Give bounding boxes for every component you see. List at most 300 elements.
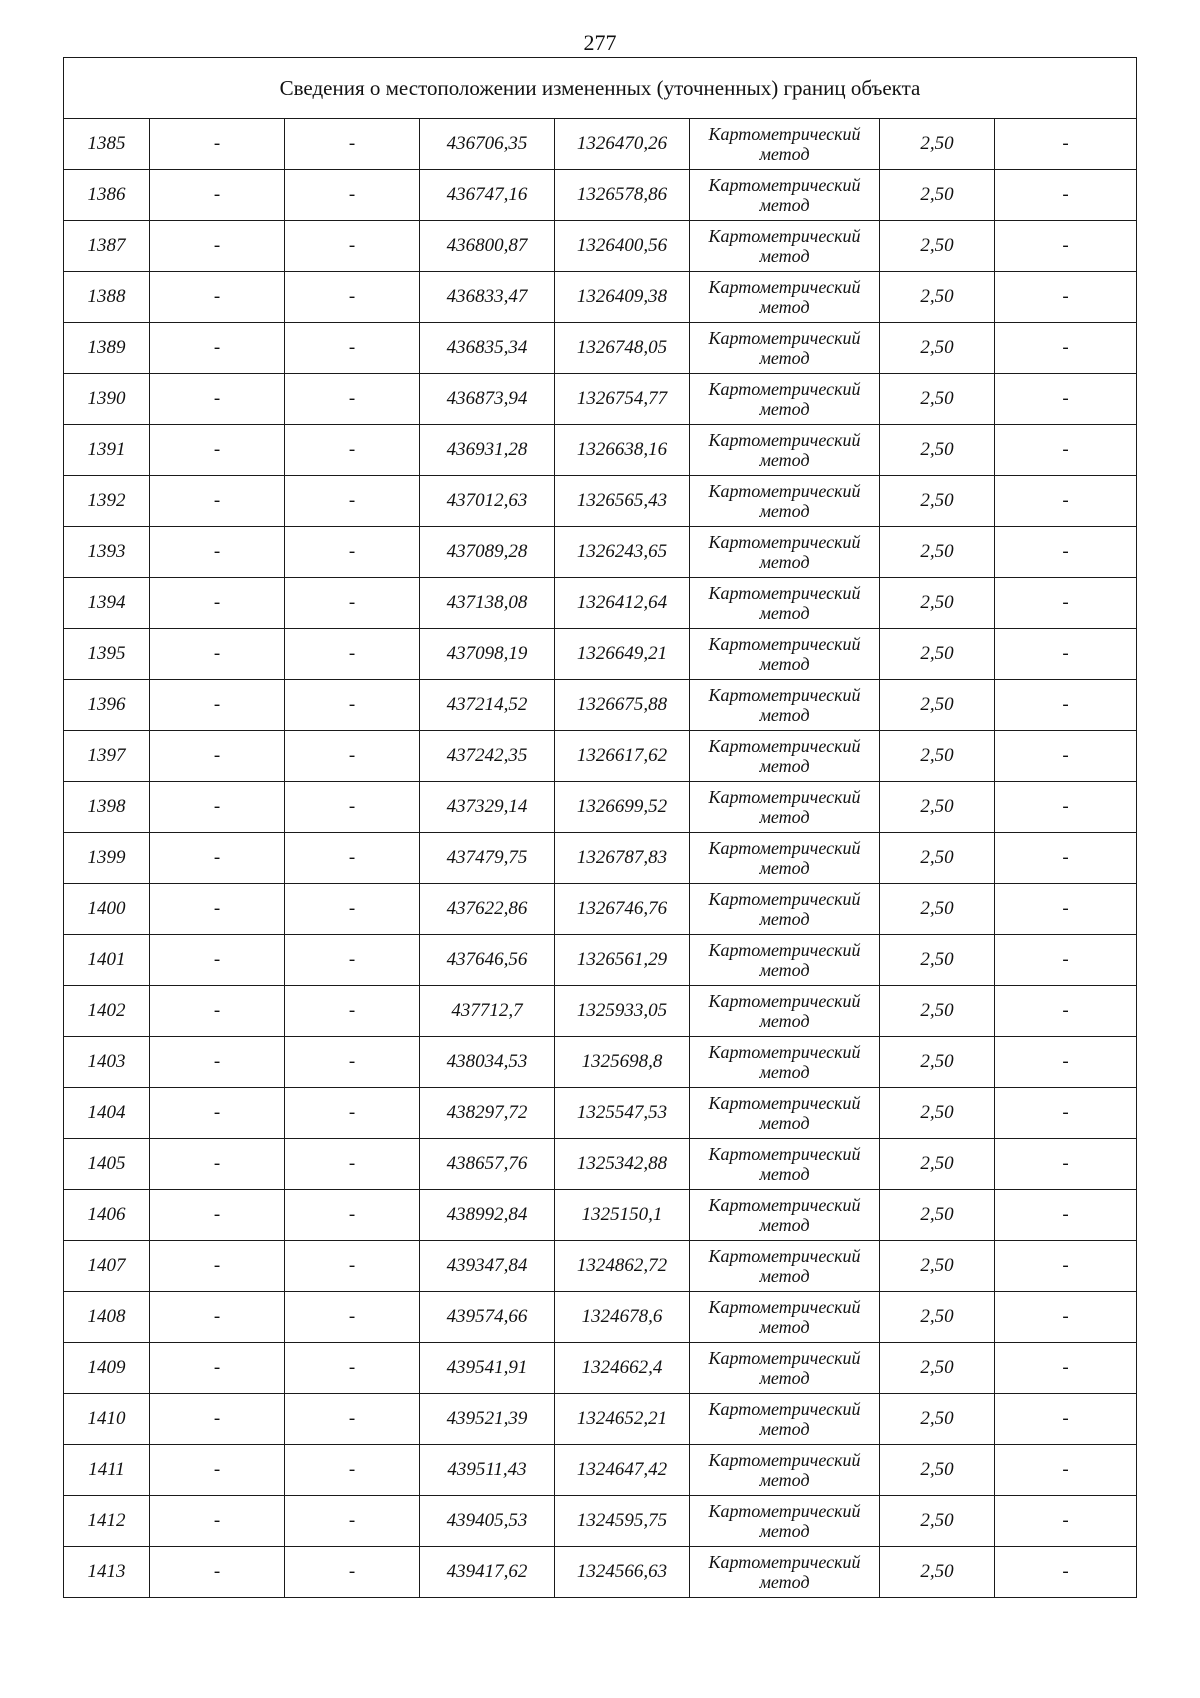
empty-cell: - bbox=[150, 1394, 285, 1445]
method-cell bbox=[690, 629, 880, 680]
method-cell bbox=[690, 1496, 880, 1547]
empty-cell: - bbox=[995, 1394, 1137, 1445]
point-number-cell: 1400 bbox=[64, 884, 150, 935]
y-coordinate-cell: 1324595,75 bbox=[555, 1496, 690, 1547]
method-line-2: метод bbox=[759, 909, 810, 929]
method-cell bbox=[690, 1037, 880, 1088]
accuracy-cell: 2,50 bbox=[880, 1445, 995, 1496]
point-number-cell: 1396 bbox=[64, 680, 150, 731]
table-row bbox=[64, 1139, 1137, 1190]
y-coordinate-cell: 1324566,63 bbox=[555, 1547, 690, 1598]
table-body bbox=[64, 58, 1137, 1598]
empty-cell: - bbox=[150, 272, 285, 323]
empty-cell: - bbox=[150, 1496, 285, 1547]
empty-cell: - bbox=[150, 680, 285, 731]
empty-cell: - bbox=[150, 935, 285, 986]
empty-cell: - bbox=[150, 1292, 285, 1343]
method-line-2: метод bbox=[759, 807, 810, 827]
x-coordinate-cell: 438297,72 bbox=[420, 1088, 555, 1139]
empty-cell: - bbox=[285, 884, 420, 935]
empty-cell: - bbox=[995, 986, 1137, 1037]
method-line-1: Картометрический bbox=[708, 787, 861, 807]
empty-cell: - bbox=[995, 935, 1137, 986]
empty-cell: - bbox=[995, 1547, 1137, 1598]
x-coordinate-cell: 439347,84 bbox=[420, 1241, 555, 1292]
x-coordinate-cell: 439405,53 bbox=[420, 1496, 555, 1547]
method-cell bbox=[690, 476, 880, 527]
table-row bbox=[64, 1088, 1137, 1139]
y-coordinate-cell: 1325547,53 bbox=[555, 1088, 690, 1139]
method-line-1: Картометрический bbox=[708, 481, 861, 501]
empty-cell: - bbox=[150, 170, 285, 221]
x-coordinate-cell: 438657,76 bbox=[420, 1139, 555, 1190]
method-line-2: метод bbox=[759, 1572, 810, 1592]
accuracy-cell: 2,50 bbox=[880, 221, 995, 272]
point-number-cell: 1390 bbox=[64, 374, 150, 425]
accuracy-cell: 2,50 bbox=[880, 1088, 995, 1139]
accuracy-cell: 2,50 bbox=[880, 425, 995, 476]
empty-cell: - bbox=[995, 527, 1137, 578]
method-line-2: метод bbox=[759, 603, 810, 623]
empty-cell: - bbox=[995, 1037, 1137, 1088]
accuracy-cell: 2,50 bbox=[880, 1139, 995, 1190]
method-line-1: Картометрический bbox=[708, 1246, 861, 1266]
empty-cell: - bbox=[150, 425, 285, 476]
x-coordinate-cell: 439521,39 bbox=[420, 1394, 555, 1445]
accuracy-cell: 2,50 bbox=[880, 1496, 995, 1547]
x-coordinate-cell: 436835,34 bbox=[420, 323, 555, 374]
empty-cell: - bbox=[285, 119, 420, 170]
method-line-1: Картометрический bbox=[708, 430, 861, 450]
method-cell bbox=[690, 170, 880, 221]
accuracy-cell: 2,50 bbox=[880, 1037, 995, 1088]
point-number-cell: 1412 bbox=[64, 1496, 150, 1547]
empty-cell: - bbox=[995, 782, 1137, 833]
method-line-2: метод bbox=[759, 1419, 810, 1439]
empty-cell: - bbox=[150, 986, 285, 1037]
accuracy-cell: 2,50 bbox=[880, 680, 995, 731]
x-coordinate-cell: 437242,35 bbox=[420, 731, 555, 782]
table-row bbox=[64, 1343, 1137, 1394]
method-cell bbox=[690, 374, 880, 425]
empty-cell: - bbox=[995, 884, 1137, 935]
point-number-cell: 1399 bbox=[64, 833, 150, 884]
x-coordinate-cell: 437712,7 bbox=[420, 986, 555, 1037]
x-coordinate-cell: 439574,66 bbox=[420, 1292, 555, 1343]
x-coordinate-cell: 438034,53 bbox=[420, 1037, 555, 1088]
method-line-2: метод bbox=[759, 552, 810, 572]
empty-cell: - bbox=[150, 833, 285, 884]
x-coordinate-cell: 437646,56 bbox=[420, 935, 555, 986]
accuracy-cell: 2,50 bbox=[880, 1292, 995, 1343]
empty-cell: - bbox=[150, 884, 285, 935]
empty-cell: - bbox=[285, 425, 420, 476]
method-line-1: Картометрический bbox=[708, 583, 861, 603]
y-coordinate-cell: 1326617,62 bbox=[555, 731, 690, 782]
empty-cell: - bbox=[995, 1139, 1137, 1190]
accuracy-cell: 2,50 bbox=[880, 1547, 995, 1598]
method-line-1: Картометрический bbox=[708, 991, 861, 1011]
y-coordinate-cell: 1325933,05 bbox=[555, 986, 690, 1037]
method-line-2: метод bbox=[759, 654, 810, 674]
method-cell bbox=[690, 425, 880, 476]
y-coordinate-cell: 1325342,88 bbox=[555, 1139, 690, 1190]
method-line-2: метод bbox=[759, 501, 810, 521]
x-coordinate-cell: 436747,16 bbox=[420, 170, 555, 221]
method-cell bbox=[690, 731, 880, 782]
empty-cell: - bbox=[995, 731, 1137, 782]
empty-cell: - bbox=[285, 935, 420, 986]
empty-cell: - bbox=[285, 680, 420, 731]
table-row bbox=[64, 935, 1137, 986]
method-cell bbox=[690, 935, 880, 986]
empty-cell: - bbox=[150, 1547, 285, 1598]
table-row bbox=[64, 782, 1137, 833]
method-line-1: Картометрический bbox=[708, 532, 861, 552]
table-row bbox=[64, 527, 1137, 578]
empty-cell: - bbox=[995, 629, 1137, 680]
boundary-coordinates-table bbox=[63, 57, 1137, 1598]
empty-cell: - bbox=[995, 323, 1137, 374]
method-cell bbox=[690, 1445, 880, 1496]
empty-cell: - bbox=[995, 476, 1137, 527]
empty-cell: - bbox=[995, 1292, 1137, 1343]
method-cell bbox=[690, 221, 880, 272]
y-coordinate-cell: 1325698,8 bbox=[555, 1037, 690, 1088]
table-row bbox=[64, 629, 1137, 680]
accuracy-cell: 2,50 bbox=[880, 1343, 995, 1394]
empty-cell: - bbox=[150, 731, 285, 782]
empty-cell: - bbox=[285, 221, 420, 272]
method-line-2: метод bbox=[759, 1164, 810, 1184]
y-coordinate-cell: 1326412,64 bbox=[555, 578, 690, 629]
method-line-1: Картометрический bbox=[708, 175, 861, 195]
table-row bbox=[64, 884, 1137, 935]
method-line-2: метод bbox=[759, 1368, 810, 1388]
method-line-2: метод bbox=[759, 960, 810, 980]
empty-cell: - bbox=[150, 527, 285, 578]
y-coordinate-cell: 1326578,86 bbox=[555, 170, 690, 221]
point-number-cell: 1388 bbox=[64, 272, 150, 323]
accuracy-cell: 2,50 bbox=[880, 170, 995, 221]
y-coordinate-cell: 1326754,77 bbox=[555, 374, 690, 425]
empty-cell: - bbox=[150, 374, 285, 425]
empty-cell: - bbox=[285, 170, 420, 221]
method-line-2: метод bbox=[759, 348, 810, 368]
x-coordinate-cell: 439511,43 bbox=[420, 1445, 555, 1496]
method-line-1: Картометрический bbox=[708, 1348, 861, 1368]
accuracy-cell: 2,50 bbox=[880, 629, 995, 680]
empty-cell: - bbox=[285, 1088, 420, 1139]
page-number: 277 bbox=[583, 30, 617, 55]
table-row bbox=[64, 731, 1137, 782]
table-row bbox=[64, 1241, 1137, 1292]
method-line-2: метод bbox=[759, 756, 810, 776]
y-coordinate-cell: 1325150,1 bbox=[555, 1190, 690, 1241]
method-cell bbox=[690, 1190, 880, 1241]
accuracy-cell: 2,50 bbox=[880, 1394, 995, 1445]
method-line-1: Картометрический bbox=[708, 226, 861, 246]
method-line-2: метод bbox=[759, 1266, 810, 1286]
point-number-cell: 1401 bbox=[64, 935, 150, 986]
x-coordinate-cell: 437214,52 bbox=[420, 680, 555, 731]
empty-cell: - bbox=[285, 731, 420, 782]
point-number-cell: 1395 bbox=[64, 629, 150, 680]
method-cell bbox=[690, 680, 880, 731]
x-coordinate-cell: 437329,14 bbox=[420, 782, 555, 833]
method-line-2: метод bbox=[759, 1215, 810, 1235]
method-cell bbox=[690, 986, 880, 1037]
empty-cell: - bbox=[150, 221, 285, 272]
empty-cell: - bbox=[995, 425, 1137, 476]
empty-cell: - bbox=[150, 629, 285, 680]
empty-cell: - bbox=[150, 1343, 285, 1394]
method-line-1: Картометрический bbox=[708, 940, 861, 960]
table-row bbox=[64, 374, 1137, 425]
y-coordinate-cell: 1326470,26 bbox=[555, 119, 690, 170]
empty-cell: - bbox=[285, 1292, 420, 1343]
y-coordinate-cell: 1326675,88 bbox=[555, 680, 690, 731]
y-coordinate-cell: 1326748,05 bbox=[555, 323, 690, 374]
x-coordinate-cell: 436833,47 bbox=[420, 272, 555, 323]
method-line-1: Картометрический bbox=[708, 634, 861, 654]
point-number-cell: 1397 bbox=[64, 731, 150, 782]
empty-cell: - bbox=[285, 986, 420, 1037]
method-line-1: Картометрический bbox=[708, 1399, 861, 1419]
empty-cell: - bbox=[285, 476, 420, 527]
empty-cell: - bbox=[995, 1190, 1137, 1241]
table-row bbox=[64, 119, 1137, 170]
point-number-cell: 1393 bbox=[64, 527, 150, 578]
method-line-1: Картометрический bbox=[708, 889, 861, 909]
table-title: Сведения о местоположении измененных (уточненных) границ объекта bbox=[64, 58, 1137, 119]
accuracy-cell: 2,50 bbox=[880, 374, 995, 425]
empty-cell: - bbox=[995, 374, 1137, 425]
empty-cell: - bbox=[995, 119, 1137, 170]
y-coordinate-cell: 1326746,76 bbox=[555, 884, 690, 935]
empty-cell: - bbox=[285, 1139, 420, 1190]
x-coordinate-cell: 437089,28 bbox=[420, 527, 555, 578]
table-row bbox=[64, 323, 1137, 374]
table-row bbox=[64, 425, 1137, 476]
point-number-cell: 1407 bbox=[64, 1241, 150, 1292]
point-number-cell: 1386 bbox=[64, 170, 150, 221]
accuracy-cell: 2,50 bbox=[880, 323, 995, 374]
empty-cell: - bbox=[150, 1445, 285, 1496]
method-line-1: Картометрический bbox=[708, 1552, 861, 1572]
table-row bbox=[64, 1292, 1137, 1343]
empty-cell: - bbox=[285, 1496, 420, 1547]
table-row bbox=[64, 578, 1137, 629]
empty-cell: - bbox=[150, 1190, 285, 1241]
accuracy-cell: 2,50 bbox=[880, 476, 995, 527]
empty-cell: - bbox=[150, 476, 285, 527]
accuracy-cell: 2,50 bbox=[880, 986, 995, 1037]
method-cell bbox=[690, 1241, 880, 1292]
table-row bbox=[64, 1394, 1137, 1445]
empty-cell: - bbox=[285, 272, 420, 323]
method-line-2: метод bbox=[759, 450, 810, 470]
accuracy-cell: 2,50 bbox=[880, 1241, 995, 1292]
point-number-cell: 1409 bbox=[64, 1343, 150, 1394]
method-line-2: метод bbox=[759, 195, 810, 215]
table-row bbox=[64, 1547, 1137, 1598]
y-coordinate-cell: 1326565,43 bbox=[555, 476, 690, 527]
y-coordinate-cell: 1326400,56 bbox=[555, 221, 690, 272]
method-cell bbox=[690, 1343, 880, 1394]
method-line-2: метод bbox=[759, 858, 810, 878]
point-number-cell: 1398 bbox=[64, 782, 150, 833]
empty-cell: - bbox=[285, 323, 420, 374]
empty-cell: - bbox=[995, 170, 1137, 221]
method-line-2: метод bbox=[759, 705, 810, 725]
x-coordinate-cell: 438992,84 bbox=[420, 1190, 555, 1241]
empty-cell: - bbox=[995, 1241, 1137, 1292]
point-number-cell: 1387 bbox=[64, 221, 150, 272]
y-coordinate-cell: 1324647,42 bbox=[555, 1445, 690, 1496]
point-number-cell: 1389 bbox=[64, 323, 150, 374]
accuracy-cell: 2,50 bbox=[880, 272, 995, 323]
accuracy-cell: 2,50 bbox=[880, 782, 995, 833]
point-number-cell: 1404 bbox=[64, 1088, 150, 1139]
table-row bbox=[64, 986, 1137, 1037]
accuracy-cell: 2,50 bbox=[880, 119, 995, 170]
x-coordinate-cell: 436706,35 bbox=[420, 119, 555, 170]
method-cell bbox=[690, 272, 880, 323]
method-line-2: метод bbox=[759, 1113, 810, 1133]
y-coordinate-cell: 1324662,4 bbox=[555, 1343, 690, 1394]
table-row bbox=[64, 221, 1137, 272]
method-line-2: метод bbox=[759, 297, 810, 317]
x-coordinate-cell: 436873,94 bbox=[420, 374, 555, 425]
accuracy-cell: 2,50 bbox=[880, 884, 995, 935]
accuracy-cell: 2,50 bbox=[880, 578, 995, 629]
point-number-cell: 1394 bbox=[64, 578, 150, 629]
table-row bbox=[64, 272, 1137, 323]
method-line-1: Картометрический bbox=[708, 1450, 861, 1470]
table-row bbox=[64, 1190, 1137, 1241]
point-number-cell: 1408 bbox=[64, 1292, 150, 1343]
empty-cell: - bbox=[285, 1190, 420, 1241]
empty-cell: - bbox=[995, 221, 1137, 272]
empty-cell: - bbox=[995, 272, 1137, 323]
empty-cell: - bbox=[150, 323, 285, 374]
accuracy-cell: 2,50 bbox=[880, 833, 995, 884]
method-cell bbox=[690, 578, 880, 629]
empty-cell: - bbox=[995, 680, 1137, 731]
method-line-2: метод bbox=[759, 1011, 810, 1031]
method-line-1: Картометрический bbox=[708, 685, 861, 705]
empty-cell: - bbox=[285, 374, 420, 425]
method-cell bbox=[690, 323, 880, 374]
accuracy-cell: 2,50 bbox=[880, 1190, 995, 1241]
x-coordinate-cell: 439541,91 bbox=[420, 1343, 555, 1394]
table-title-row bbox=[64, 58, 1137, 119]
method-cell bbox=[690, 527, 880, 578]
empty-cell: - bbox=[285, 629, 420, 680]
method-cell bbox=[690, 1394, 880, 1445]
empty-cell: - bbox=[995, 578, 1137, 629]
empty-cell: - bbox=[150, 119, 285, 170]
method-line-1: Картометрический bbox=[708, 328, 861, 348]
point-number-cell: 1402 bbox=[64, 986, 150, 1037]
empty-cell: - bbox=[285, 1343, 420, 1394]
y-coordinate-cell: 1326409,38 bbox=[555, 272, 690, 323]
method-line-1: Картометрический bbox=[708, 1042, 861, 1062]
x-coordinate-cell: 436800,87 bbox=[420, 221, 555, 272]
table-row bbox=[64, 1037, 1137, 1088]
method-line-2: метод bbox=[759, 144, 810, 164]
empty-cell: - bbox=[285, 782, 420, 833]
point-number-cell: 1385 bbox=[64, 119, 150, 170]
empty-cell: - bbox=[150, 578, 285, 629]
point-number-cell: 1413 bbox=[64, 1547, 150, 1598]
method-cell bbox=[690, 1547, 880, 1598]
method-line-1: Картометрический bbox=[708, 379, 861, 399]
point-number-cell: 1410 bbox=[64, 1394, 150, 1445]
empty-cell: - bbox=[285, 1547, 420, 1598]
method-cell bbox=[690, 1088, 880, 1139]
x-coordinate-cell: 437479,75 bbox=[420, 833, 555, 884]
y-coordinate-cell: 1326699,52 bbox=[555, 782, 690, 833]
empty-cell: - bbox=[995, 1445, 1137, 1496]
x-coordinate-cell: 437138,08 bbox=[420, 578, 555, 629]
method-line-2: метод bbox=[759, 1317, 810, 1337]
table-row bbox=[64, 680, 1137, 731]
y-coordinate-cell: 1326649,21 bbox=[555, 629, 690, 680]
accuracy-cell: 2,50 bbox=[880, 731, 995, 782]
table-row bbox=[64, 476, 1137, 527]
y-coordinate-cell: 1324652,21 bbox=[555, 1394, 690, 1445]
point-number-cell: 1391 bbox=[64, 425, 150, 476]
empty-cell: - bbox=[285, 1394, 420, 1445]
empty-cell: - bbox=[150, 1139, 285, 1190]
x-coordinate-cell: 437098,19 bbox=[420, 629, 555, 680]
method-cell bbox=[690, 782, 880, 833]
table-row bbox=[64, 1496, 1137, 1547]
empty-cell: - bbox=[285, 578, 420, 629]
y-coordinate-cell: 1326638,16 bbox=[555, 425, 690, 476]
method-cell bbox=[690, 119, 880, 170]
method-line-1: Картометрический bbox=[708, 1297, 861, 1317]
x-coordinate-cell: 439417,62 bbox=[420, 1547, 555, 1598]
table-row bbox=[64, 1445, 1137, 1496]
method-cell bbox=[690, 884, 880, 935]
table-row bbox=[64, 170, 1137, 221]
y-coordinate-cell: 1326787,83 bbox=[555, 833, 690, 884]
method-line-1: Картометрический bbox=[708, 1144, 861, 1164]
method-cell bbox=[690, 1139, 880, 1190]
x-coordinate-cell: 437622,86 bbox=[420, 884, 555, 935]
empty-cell: - bbox=[150, 1088, 285, 1139]
empty-cell: - bbox=[995, 1496, 1137, 1547]
point-number-cell: 1405 bbox=[64, 1139, 150, 1190]
empty-cell: - bbox=[995, 1343, 1137, 1394]
point-number-cell: 1406 bbox=[64, 1190, 150, 1241]
method-line-1: Картометрический bbox=[708, 124, 861, 144]
empty-cell: - bbox=[285, 1445, 420, 1496]
empty-cell: - bbox=[995, 1088, 1137, 1139]
point-number-cell: 1411 bbox=[64, 1445, 150, 1496]
accuracy-cell: 2,50 bbox=[880, 527, 995, 578]
method-cell bbox=[690, 833, 880, 884]
y-coordinate-cell: 1326561,29 bbox=[555, 935, 690, 986]
empty-cell: - bbox=[285, 527, 420, 578]
method-line-1: Картометрический bbox=[708, 838, 861, 858]
x-coordinate-cell: 437012,63 bbox=[420, 476, 555, 527]
method-line-1: Картометрический bbox=[708, 1093, 861, 1113]
method-line-2: метод bbox=[759, 1470, 810, 1490]
